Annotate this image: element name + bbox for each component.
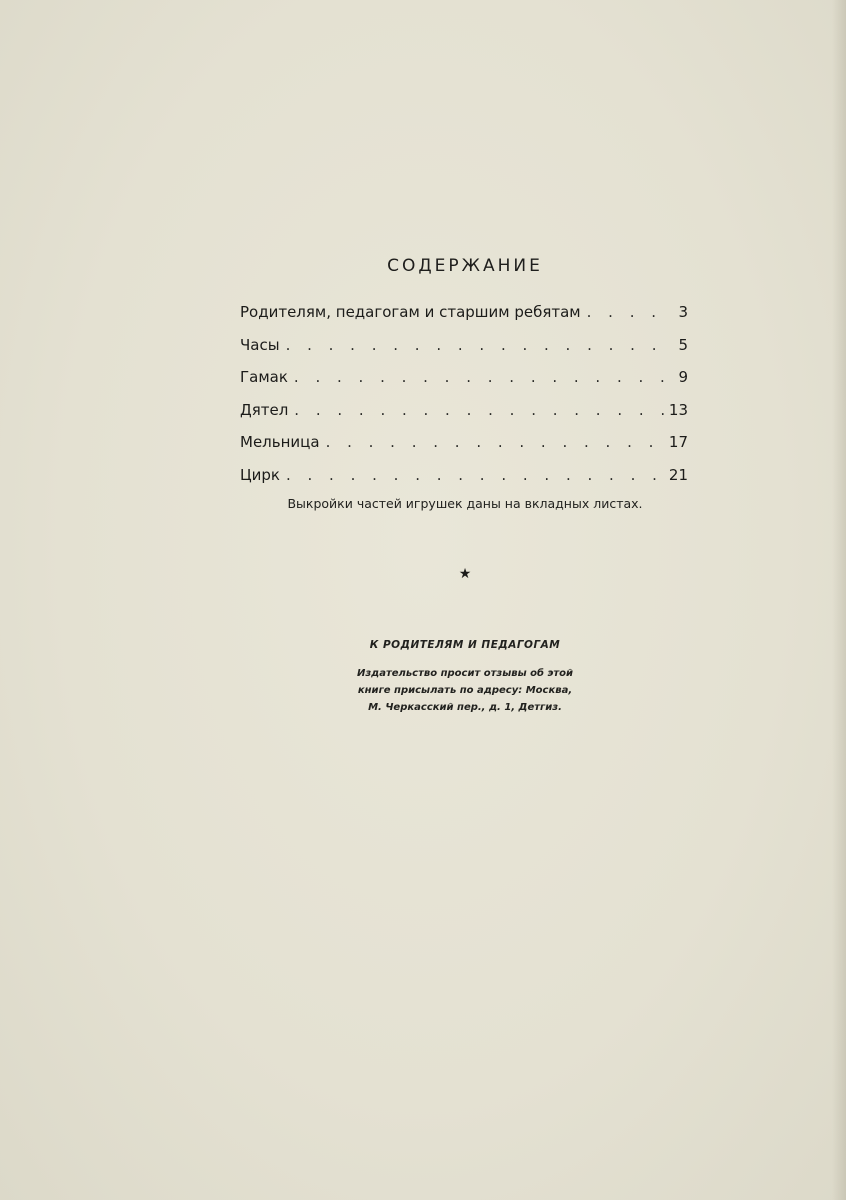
- publisher-line: М. Черкасский пер., д. 1, Детгиз.: [368, 702, 562, 713]
- toc-entry-page: 17: [668, 433, 688, 451]
- toc-leader-dots: [581, 303, 670, 321]
- toc-leader-dots: [280, 336, 670, 354]
- publisher-line: книге присылать по адресу: Москва,: [357, 685, 573, 696]
- toc-entry[interactable]: [240, 368, 688, 401]
- publisher-request: [0, 665, 846, 716]
- toc-entry-title: Дятел: [240, 400, 289, 419]
- toc-entry-title: Мельница: [240, 433, 320, 451]
- toc-leader-dots: [288, 401, 667, 419]
- toc-entry[interactable]: [240, 433, 688, 466]
- toc-entry-title: Родителям, педагогам и старшим ребятам: [240, 303, 581, 321]
- toc-entry[interactable]: [240, 303, 688, 336]
- toc-entry[interactable]: [240, 466, 688, 499]
- toc-entry-page: 3: [678, 303, 688, 321]
- toc-leader-dots: [288, 368, 670, 386]
- star-ornament-icon: ★: [458, 566, 472, 582]
- toc-entry[interactable]: [240, 401, 688, 434]
- table-of-contents: [240, 303, 688, 498]
- toc-leader-dots: [280, 466, 667, 484]
- contents-title: СОДЕРЖАНИЕ: [387, 256, 543, 276]
- toc-entry[interactable]: [240, 336, 688, 369]
- page-edge-shadow: [832, 0, 846, 1200]
- toc-entry-title: Цирк: [240, 465, 280, 484]
- toc-entry-page: 9: [678, 368, 688, 386]
- toc-entry-page: 5: [678, 335, 688, 354]
- toc-entry-title: Часы: [240, 335, 280, 354]
- toc-entry-page: 13: [668, 400, 688, 419]
- patterns-note: Выкройки частей игрушек даны на вкладных листах.: [287, 496, 643, 511]
- publisher-heading: К РОДИТЕЛЯМ И ПЕДАГОГАМ: [369, 639, 561, 651]
- publisher-line: Издательство просит отзывы об этой: [356, 668, 574, 679]
- toc-entry-title: Гамак: [240, 368, 288, 386]
- toc-entry-page: 21: [668, 465, 688, 484]
- toc-leader-dots: [320, 433, 667, 451]
